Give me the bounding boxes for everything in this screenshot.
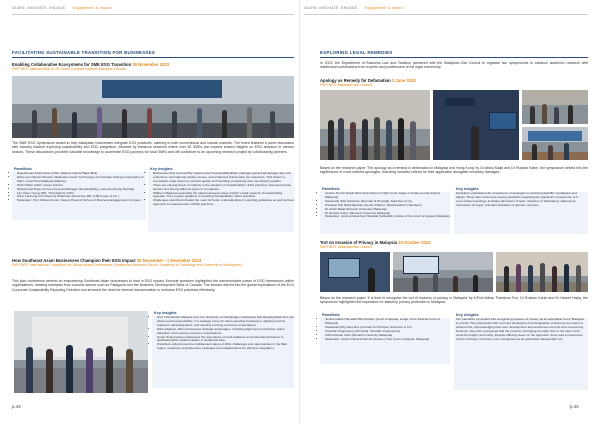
- running-header: [12, 6, 112, 10]
- panellist-item: • A/Prof Adrian Tedo (Monash University Malaysia): [325, 334, 450, 338]
- page-number: p.45: [570, 404, 579, 409]
- panel-table-photo: [522, 127, 588, 160]
- header-left-text: LEARN. INNOVATE. ENGAGE.: [304, 6, 359, 10]
- event-date: 30 November - 1 December 2023: [136, 258, 202, 263]
- event-partner: PARTNER: Malaysian Bar Council: [320, 245, 372, 249]
- key-insights-heading: Key insights: [154, 311, 177, 315]
- panellist-item: • Lim Chee Yoong (MD, Thumbprints UTD): [17, 192, 146, 196]
- event-date: 20 October 2023: [398, 240, 431, 245]
- panellist-item: • Moderator: Prof. Mohan Avvari, Deputy Head of School of Business Engagement & Impact: [17, 199, 146, 203]
- symposium-photo: [320, 90, 430, 160]
- event-date: 29 November 2023: [132, 62, 170, 67]
- section-title: EXPLORING LEGAL REMEDIES: [320, 50, 393, 55]
- panellist-item: • Raja Ahmad Fuad Astrin (CSO, Alliance Islamic Bank Bhd): [17, 172, 146, 176]
- section-title: FACILITATING SUSTAINABLE TRANSITION FOR BUSINESSES: [12, 50, 156, 55]
- audience-photo: [522, 90, 588, 124]
- panellist-item: • Dr Abdul Majid (Monash University Malaysia): [325, 208, 450, 212]
- speaker-podium-photo: [320, 252, 390, 292]
- section-rule: [320, 57, 588, 58]
- panellists-list: [320, 318, 450, 364]
- key-insight-item: • There are varying levels of maturity in the adoption of Sustainability / ESG practices observed across sectors and among different types of companies.: [153, 184, 294, 192]
- key-insight-item: • Businesses that successfully implemented Sustainability/ESG strategies gained advantages like cost reductions, international market access, and enhanced brand value for customers. This fosters a competitive edge driven by product quality and branding, positioning them as industry leaders.: [153, 172, 294, 184]
- panellist-item: • Vinothan Kuppusamy (Principal, Vinothan Kuppusamy): [325, 330, 450, 334]
- event-partner: PARTNER: Malaysian Bar Council: [320, 83, 372, 87]
- panellists-list: [320, 192, 450, 234]
- event-description: This joint conference centred on empowering Southeast Asian businesses to lead in ESG impact. Keynote speakers highlighted the transformative power of ESG frameworks within organisations, drawing examples from success stories such as Patagonia and the Business Development Bank of Canada. The session delved into the global implications of the EU's Corporate Sustainability Reporting Directive and stressed the need for internal transformation to embrace ESG practices effectively.: [12, 279, 294, 292]
- event-date: 3 June 2023: [391, 78, 416, 83]
- section-intro: In 2023, the Department of Business Law and Taxation partnered with the Malaysian Bar Council to organise two symposiums to advance academic research with intellectual contributions from experts and practitioners of the legal community.: [320, 61, 588, 70]
- header-rule: [12, 14, 294, 15]
- panellist-item: • Hardeep Koh Ravichandran (Senior Partner, Ravichandran Chambers): [325, 204, 450, 208]
- panellists-heading: Panellists: [322, 187, 340, 191]
- key-insight-item: • SMEs in Malaysia especially the halal businesses have implicit 'social' aspects of sustainability agendas. They require guidance in reporting Sustainability / ESG practices.: [153, 192, 294, 200]
- panellist-item: • Moderator: Justice Datuk Aziah Ali (Justice of the Court of Appeal, Malaysia): [325, 338, 450, 342]
- conference-group-photo: [14, 311, 148, 393]
- panellist-item: • Dato' Lai Kong Chin (Deputy Chairman and Group MD, KAB Group of Co.): [17, 195, 146, 199]
- panellist-item: • Sasaswati (Ms) Sara Dev (Founder & Principal, Sara Dev & Co): [325, 200, 450, 204]
- panellist-item: • Elisa Lum (Senior Director, Malaysian Green Technology and Climate Change Corporation & CEO, GreenTech Malaysia Alliance): [17, 176, 146, 184]
- event-description: The SME ESG Symposium aimed to help Malaysian businesses integrate ESG practices, catering to both conventional and Islamic markets. The event featured a panel discussion with industry leaders exploring sustainability and ESG integration, followed by breakout sessions where over 50 SMEs and experts shared insights on ESG adoption in various sectors. These discussions provided valuable knowledge to accelerate ESG journeys for local SMEs and will contribute to an upcoming research project by collaborating partners.: [12, 141, 294, 154]
- panellist-item: • Dr Roshan Karim (Monash University Malaysia): [325, 212, 450, 216]
- header-right-text: Engagement & Impact: [72, 6, 112, 10]
- group-photo: [496, 252, 588, 292]
- key-insights-text: Panellists emphasised the importance of apologies in restoring plaintiffs' reputations and dignity. There was consensus among panellists regarding the significant components of a court-ordered apology, including admission of fault, retraction of defamatory statements, expression of regret, and demonstration of genuine remorse.: [454, 192, 588, 234]
- header-rule: [304, 14, 588, 15]
- panellist-item: • Moderator: Justice Datuk Seri Hanipah Farikullah (Justice of the Court of Appeal, Malaysia): [325, 215, 450, 219]
- event-partner: PARTNER: International Consortium for Values-based Governance (Amsterdam Business School, University of Cambridge and University of Nottingham): [12, 263, 242, 267]
- panellists-heading: Panellists: [322, 313, 340, 317]
- key-insights-list: [148, 172, 294, 232]
- monash-logo: [445, 98, 475, 106]
- event-description: Based on the research paper 'It is time to recognise the tort of invasion of privacy in Malaysia' by A/Prof Adrian Thaddeus Foo, Dr Roshan Karim and Dr Hareef Haziq, the symposium highlighted the imperative for statutory privacy protection in Malaysia.: [320, 296, 588, 305]
- event-description: Based on the research paper 'The apology as a remedy in defamation in Malaysia and Hong Kong' by Dr Abdul Majid and Dr Roshan Karim, the symposium delved into the significance of court-ordered apologies, including nuanced criteria for their application alongside monetary damages.: [320, 166, 588, 175]
- key-insights-heading: Key insights: [456, 187, 479, 191]
- section-rule: [12, 57, 294, 58]
- symposium-panel-photo: [12, 76, 294, 138]
- panellist-item: • Justice Datuk Hamidah Binti Ibrahim (Court of Appeal, Judge of the Federal Court of Malaysia): [325, 318, 450, 326]
- event-title-text: Tort on Invasion of Privacy in Malaysia: [320, 240, 397, 245]
- panellists-heading: Panellists: [14, 167, 32, 171]
- event-title-text: Apology as Remedy for Defamation: [320, 78, 391, 83]
- panellists-list: [12, 172, 146, 220]
- key-insights-heading: Key insights: [456, 313, 479, 317]
- panellist-item: • Justice Tan Sri Datuk Wira Chan Sek Lui (High Court Judge of Kuala Lumpur Family, Malaysia): [325, 192, 450, 200]
- right-page: [300, 0, 600, 424]
- header-left-text: LEARN. INNOVATE. ENGAGE.: [12, 6, 67, 10]
- panellist-item: • Muhammad Ihsan Amran (General Manager (Sustainability), Genesis Energy Berhad): [17, 188, 146, 192]
- key-insight-item: • Panellists underscored the multifaceted nature of ESG challenges and opportunities in the SEA region, requiring comprehensive strategies and collaborations for effective integration.: [157, 343, 294, 351]
- lecture-hall-photo: [393, 252, 493, 292]
- panellist-item: • Saraswati (Ms) Sara Dev (Founder & Principal, Sara Dev & Co): [325, 326, 450, 330]
- monash-stage-photo: [433, 90, 519, 160]
- running-header: [304, 6, 404, 10]
- key-insights-list: [152, 316, 294, 388]
- key-insight-item: • ESG adoption offers businesses strategic advantages, including alignment of practices, talent attraction, and meeting consumer expectations.: [157, 328, 294, 336]
- key-insights-heading: Key insights: [150, 167, 173, 171]
- event-title-text: Enabling Collaborative Ecosystems for SME ESG Transition: [12, 62, 132, 67]
- panellist-item: • Hariri Halim (CEO, Green Factor): [17, 184, 146, 188]
- key-insight-item: • Challenges identified included the need for better understanding of reporting guidelines as well as fixed approach to measurement of ESG practices.: [153, 199, 294, 207]
- key-insight-item: • Nusai Ozati Ansari emphasised the importance of local initiatives and international finance in facilitating ESG implementation in Southeast Asia.: [157, 336, 294, 344]
- key-insights-text: Our panellists concluded that recognising invasion of privacy as an actionable tort in Malaysia is crucial. They discussed both court-led development and legislative enactment as means to achieve this, acknowledging that court development and enactment are both time-consuming. However, they also recognised that the process of bringing the right case to the apex court could be lengthy and costly. Despite differing views on the approach, there was a unanimous call for inclusion of privacy to be recognised as an actionable independent tort.: [454, 318, 588, 390]
- event-partner: PARTNER: Alliance Bank & UN Global Compact Network Malaysia & Brunei: [12, 67, 127, 71]
- event-title-text: How Southeast Asian Businesses Champion their ESG Impact: [12, 258, 136, 263]
- header-right-text: Engagement & Impact: [364, 6, 404, 10]
- page-number: p.44: [12, 404, 21, 409]
- key-insight-item: • Prof. Christopher Marquis from the University of Cambridge emphasised that adopting ESG isn't just about social responsibility; it is strategic move for future-proofing businesses, aligning internal practices, attracting talent, and meeting evolving consumer expectations.: [157, 316, 294, 328]
